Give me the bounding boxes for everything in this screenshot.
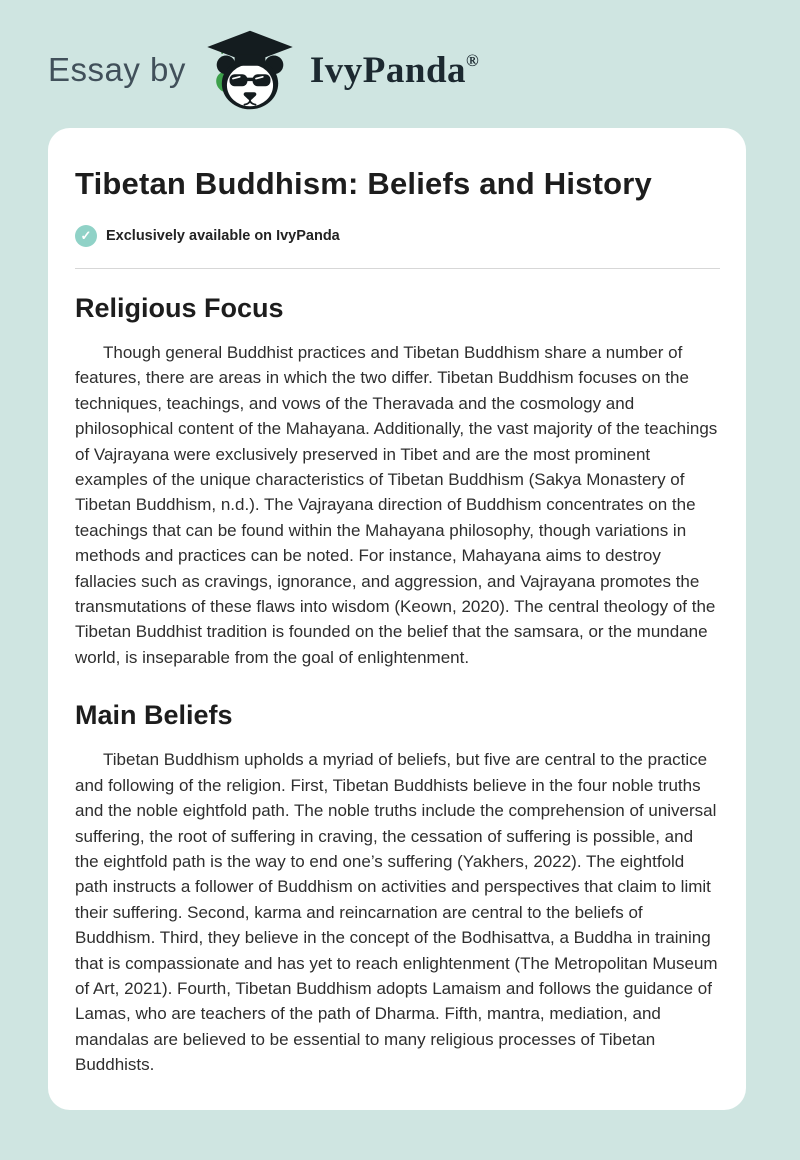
essay-card — [48, 128, 746, 1110]
religious-focus-paragraph: Though general Buddhist practices and Tibetan Buddhism share a number of features, there are areas in which the two differ. Tibetan Buddhism focuses on the techniques, teachings, and vows of the Theravada and the cosmology and philosophical content of the Mahayana. Additionally, the vast majority of the teachings of Vajrayana were exclusively preserved in Tibet and are the most prominent examples of the unique characteristics of Tibetan Buddhism (Sakya Monastery of Tibetan Buddhism, n.d.). The Vajrayana direction of Buddhism concentrates on the teachings that can be found within the Mahayana philosophy, though variations in methods and practices can be noted. For instance, Mahayana aims to destroy fallacies such as cravings, ignorance, and aggression, and Vajrayana promotes the transmutations of these flaws into wisdom (Keown, 2020). The central theology of the Tibetan Buddhist tradition is founded on the belief that the samsara, or the mundane world, is inseparable from the goal of enlightenment. — [75, 343, 718, 667]
content-divider — [75, 268, 720, 269]
section-heading-religious-focus: Religious Focus — [75, 293, 284, 323]
brand-text: IvyPanda — [309, 49, 467, 91]
registered-mark: ® — [466, 50, 480, 70]
availability-badge — [75, 225, 720, 247]
brand-name — [310, 49, 479, 92]
panda-graduate-icon — [200, 29, 300, 111]
site-header — [0, 0, 800, 112]
availability-badge-label: Exclusively available on IvyPanda — [106, 228, 340, 244]
section-heading-main-beliefs: Main Beliefs — [75, 700, 233, 731]
glasses-icon — [229, 74, 247, 86]
header-prefix: Essay by — [48, 51, 186, 88]
checkmark-icon: ✓ — [75, 225, 97, 247]
essay-title: Tibetan Buddhism: Beliefs and History — [75, 166, 652, 201]
main-beliefs-paragraph: Tibetan Buddhism upholds a myriad of beliefs, but five are central to the practice and following of the religion. First, Tibetan Buddhists believe in the four noble truths and the noble eightfold path. The noble truths include the comprehension of universal suffering, the root of suffering in craving, the cessation of suffering is possible, and the eightfold path is the way to end one’s suffering (Yakhers, 2022). The eightfold path instructs a follower of Buddhism on activities and perspectives that claim to limit their suffering. Second, karma and reincarnation are central to the beliefs of Buddhism. Third, they believe in the concept of the Bodhisattva, a Buddha in training that is compassionate and has yet to reach enlightenment (The Metropolitan Museum of Art, 2021). Fourth, Tibetan Buddhism adopts Lamaism and follows the guidance of Lamas, who are teachers of the path of Dharma. Fifth, mantra, mediation, and mandalas are believed to be essential to many religious processes of Tibetan Buddhists. — [75, 750, 718, 1075]
